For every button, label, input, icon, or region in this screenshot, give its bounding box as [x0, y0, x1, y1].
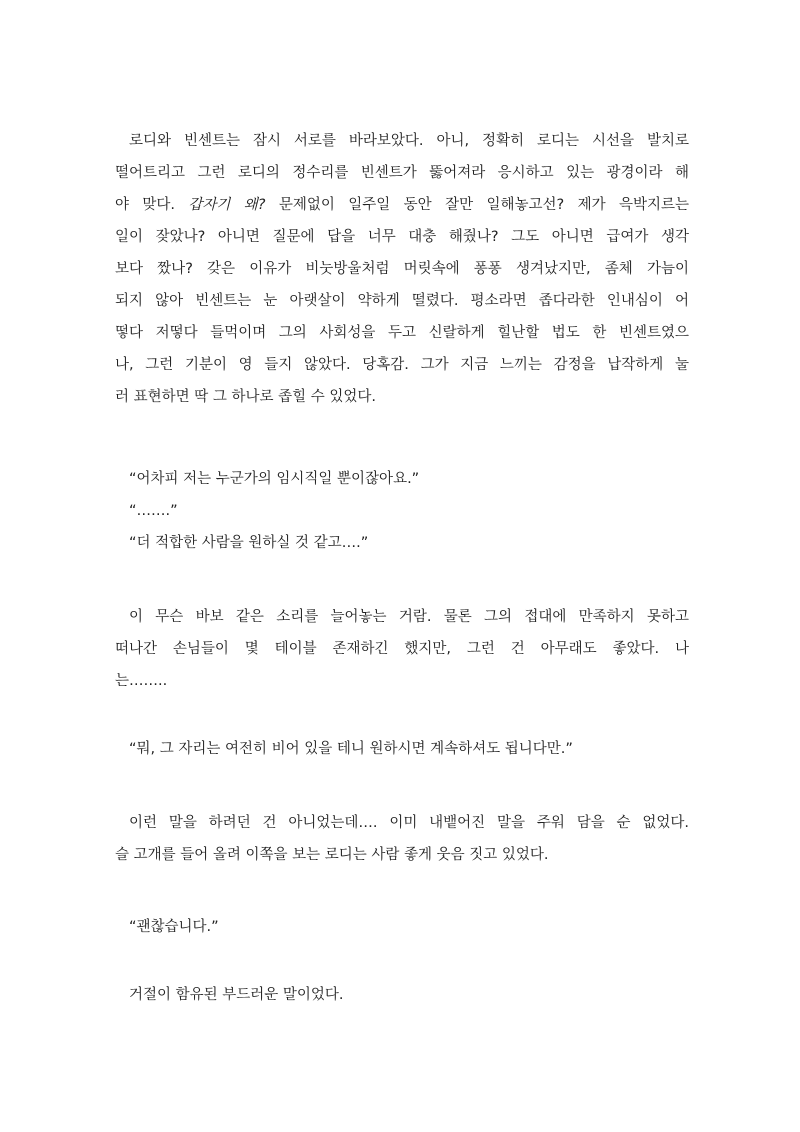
- text-line: [115, 158, 689, 188]
- dialogue-line: [115, 464, 689, 494]
- text-line: [115, 840, 689, 870]
- italic-thought: 갑자기 왜?: [188, 197, 266, 213]
- text-segment: “더 적합한 사람을 원하실 것 같고….”: [129, 535, 369, 551]
- text-line: [115, 350, 689, 380]
- text-segment: 되지 않아 빈센트는 눈 아랫살이 약하게 떨렸다. 평소라면 좁다라한 인내심이 어: [115, 293, 689, 309]
- dialogue-line: [115, 496, 689, 526]
- text-segment: 러 표현하면 딱 그 하나로 좁힐 수 있었다.: [115, 389, 376, 405]
- dialogue-line: [115, 912, 689, 942]
- text-segment: 떻다 저떻다 들먹이며 그의 사회성을 두고 신랄하게 힐난할 법도 한 빈센트였으: [115, 325, 689, 341]
- dialogue-line: [115, 528, 689, 558]
- text-segment: 는……..: [115, 673, 168, 689]
- text-segment: 야 맞다.: [115, 197, 189, 213]
- text-segment: 이런 말을 하려던 건 아니었는데…. 이미 내뱉어진 말을 주워 담을 순 없었다.: [129, 815, 689, 831]
- text-line: [115, 980, 689, 1010]
- text-segment: 거절이 함유된 부드러운 말이었다.: [129, 987, 344, 1003]
- text-segment: “괜찮습니다.”: [129, 919, 219, 935]
- text-line: [115, 666, 689, 696]
- text-line: [115, 318, 689, 348]
- text-line: [115, 286, 689, 316]
- text-segment: “어차피 저는 누군가의 임시직일 뿐이잖아요.”: [129, 471, 420, 487]
- text-segment: 로디와 빈센트는 잠시 서로를 바라보았다. 아니, 정확히 로디는 시선을 발치로: [129, 133, 689, 149]
- text-segment: 문제없이 일주일 동안 잘만 일해놓고선? 제가 윽박지르는: [265, 197, 689, 213]
- text-line: [115, 602, 689, 632]
- text-line: [115, 808, 689, 838]
- text-segment: 나, 그런 기분이 영 들지 않았다. 당혹감. 그가 지금 느끼는 감정을 납작하게 눌: [115, 357, 689, 373]
- text-line: [115, 254, 689, 284]
- text-line: [115, 222, 689, 252]
- text-line: [115, 190, 689, 220]
- text-segment: 이 무슨 바보 같은 소리를 늘어놓는 거람. 물론 그의 접대에 만족하지 못하고: [129, 609, 689, 625]
- text-segment: 보다 짰나? 갖은 이유가 비눗방울처럼 머릿속에 퐁퐁 생겨났지만, 좀체 가늠이: [115, 261, 689, 277]
- text-segment: “뭐, 그 자리는 여전히 비어 있을 테니 원하시면 계속하셔도 됩니다만.”: [129, 741, 573, 757]
- text-line: [115, 126, 689, 156]
- text-segment: 슬 고개를 들어 올려 이쪽을 보는 로디는 사람 좋게 웃음 짓고 있었다.: [115, 847, 549, 863]
- text-segment: “…….”: [129, 503, 178, 519]
- text-line: [115, 382, 689, 412]
- text-line: [115, 634, 689, 664]
- text-segment: 떨어트리고 그런 로디의 정수리를 빈센트가 뚫어져라 응시하고 있는 광경이라 해: [115, 165, 689, 181]
- text-segment: 일이 잦았나? 아니면 질문에 답을 너무 대충 해줬나? 그도 아니면 급여가 생각: [115, 229, 689, 245]
- text-segment: 떠나간 손님들이 몇 테이블 존재하긴 했지만, 그런 건 아무래도 좋았다. 나: [115, 641, 689, 657]
- dialogue-line: [115, 734, 689, 764]
